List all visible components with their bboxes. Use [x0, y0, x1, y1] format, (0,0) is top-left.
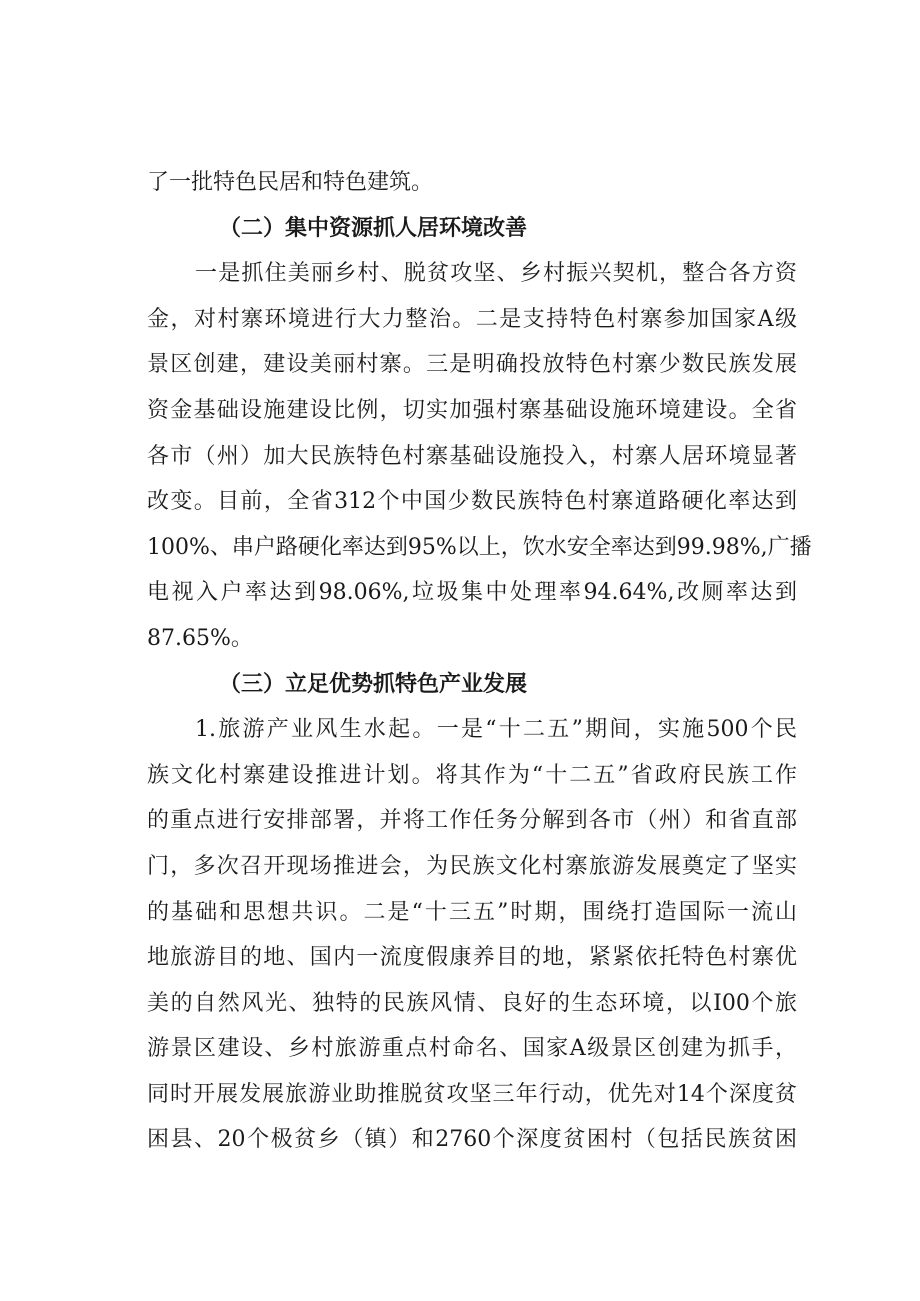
text-line: 族文化村寨建设推进计划。将其作为“十二五”省政府民族工作 — [147, 762, 797, 788]
text-line: 电视入户率达到98.06%,垃圾集中处理率94.64%,改厕率达到 — [147, 580, 797, 606]
document-body — [147, 160, 812, 1163]
text-line: 门，多次召开现场推进会，为民族文化村寨旅游发展奠定了坚实 — [147, 853, 797, 879]
text-line: 景区创建，建设美丽村寨。三是明确投放特色村寨少数民族发展 — [147, 352, 797, 378]
text-line: 金，对村寨环境进行大力整治。二是支持特色村寨参加国家A级 — [147, 306, 797, 332]
text-line: 87.65%。 — [147, 625, 253, 651]
text-line: 的重点进行安排部署，并将工作任务分解到各市（州）和省直部 — [147, 808, 797, 834]
text-line: 游景区建设、乡村旅游重点村命名、国家A级景区创建为抓手， — [147, 1036, 797, 1062]
text-line: 美的自然风光、独特的民族风情、良好的生态环境，以I00个旅 — [147, 990, 797, 1016]
text-line: 各市（州）加大民族特色村寨基础设施投入，村寨人居环境显著 — [147, 443, 797, 469]
section-heading-3: （三）立足优势抓特色产业发展 — [219, 671, 528, 697]
text-line: 100%、串户路硬化率达到95%以上，饮水安全率达到99.98%,广播 — [147, 534, 812, 560]
text-line: 地旅游目的地、国内一流度假康养目的地，紧紧依托特色村寨优 — [147, 945, 797, 971]
text-line: 一是抓住美丽乡村、脱贫攻坚、乡村振兴契机，整合各方资 — [195, 261, 797, 287]
text-line: 了一批特色民居和特色建筑。 — [147, 170, 434, 195]
text-line: 的基础和思想共识。二是“十三五”时期，围绕打造国际一流山 — [147, 899, 797, 925]
text-line: 1.旅游产业风生水起。一是“十二五”期间，实施500个民 — [195, 717, 797, 743]
text-line: 同时开展发展旅游业助推脱贫攻坚三年行动，优先对14个深度贫 — [147, 1081, 797, 1107]
text-line: 困县、20个极贫乡（镇）和2760个深度贫困村（包括民族贫困 — [147, 1127, 797, 1153]
text-line: 资金基础设施建设比例，切实加强村寨基础设施环境建设。全省 — [147, 397, 797, 423]
text-line: 改变。目前，全省312个中国少数民族特色村寨道路硬化率达到 — [147, 489, 797, 515]
section-heading-2: （二）集中资源抓人居环境改善 — [219, 215, 528, 241]
